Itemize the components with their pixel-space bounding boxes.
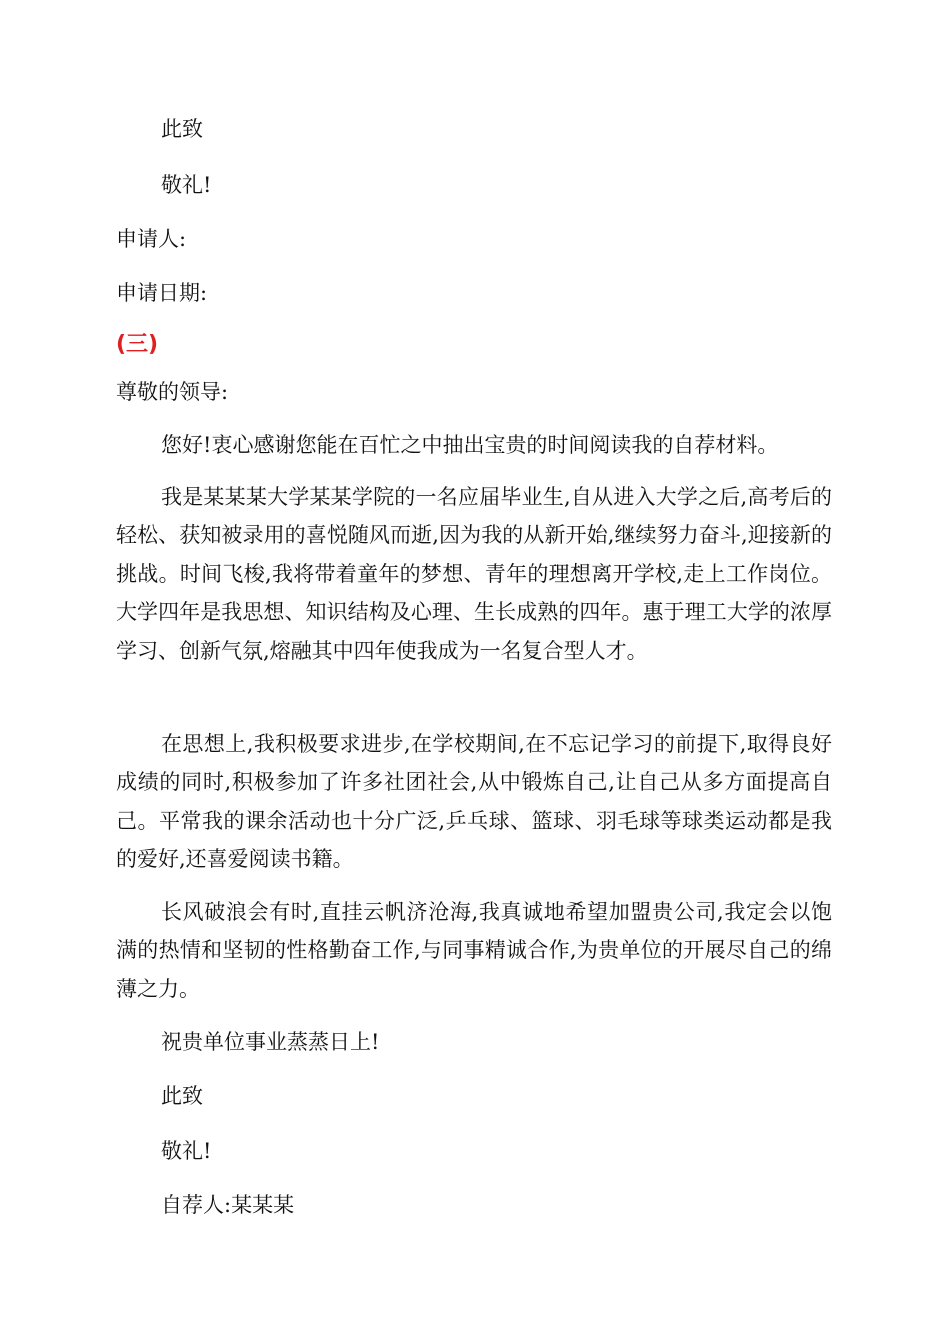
signer-line: 自荐人:某某某 [161,1193,295,1217]
closing-cizhi-bottom: 此致 [161,1084,203,1108]
paragraph-ideology: 在思想上,我积极要求进步,在学校期间,在不忘记学习的前提下,取得良好成绩的同时,积极参加了许多社团社会,从中锻炼自己,让自己从多方面提高自己。平常我的课余活动也十分广泛,乒乓球、篮球、羽毛球等球类运动都是我的爱好,还喜爱阅读书籍。 [116,732,832,872]
salutation: 尊敬的领导: [116,380,229,404]
apply-date-label: 申请日期: [116,281,208,305]
wish-line: 祝贵单位事业蒸蒸日上! [161,1030,380,1054]
paragraph-aspiration: 长风破浪会有时,直挂云帆济沧海,我真诚地希望加盟贵公司,我定会以饱满的热情和坚韧的性格勤奋工作,与同事精诚合作,为贵单位的开展尽自己的绵薄之力。 [116,900,832,1001]
closing-jingli-bottom: 敬礼! [161,1139,212,1163]
applicant-label: 申请人: [116,227,187,251]
paragraph-greeting: 您好!衷心感谢您能在百忙之中抽出宝贵的时间阅读我的自荐材料。 [161,433,779,457]
paragraph-intro: 我是某某某大学某某学院的一名应届毕业生,自从进入大学之后,高考后的轻松、获知被录用的喜悦随风而逝,因为我的从新开始,继续努力奋斗,迎接新的挑战。时间飞梭,我将带着童年的梦想、青年的理想离开学校,走上工作岗位。大学四年是我思想、知识结构及心理、生长成熟的四年。惠于理工大学的浓厚学习、创新气氛,熔融其中四年使我成为一名复合型人才。 [116,485,832,663]
closing-jingli: 敬礼! [161,173,212,197]
section-heading: (三) [116,332,159,357]
closing-cizhi: 此致 [161,117,203,141]
